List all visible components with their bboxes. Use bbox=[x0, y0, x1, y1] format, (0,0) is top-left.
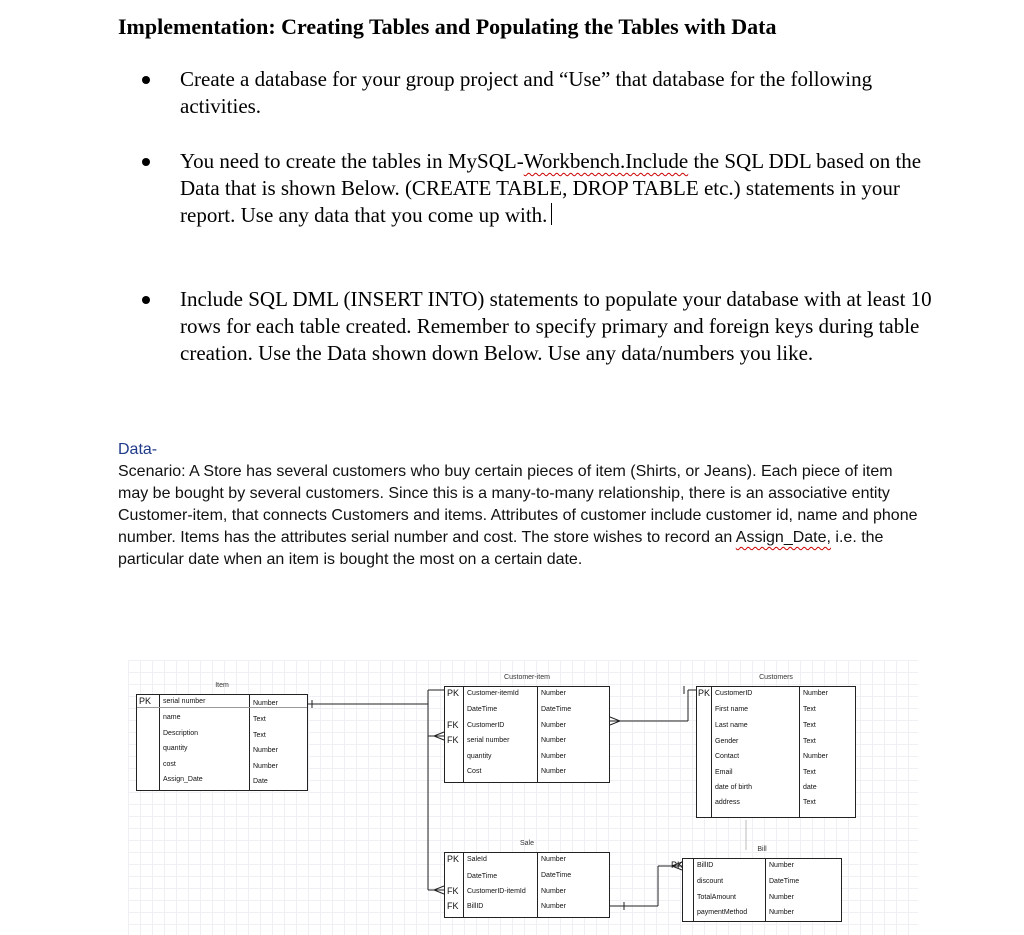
page-title: Implementation: Creating Tables and Populating the Tables with Data bbox=[118, 14, 777, 39]
field-name: Last name bbox=[715, 722, 748, 729]
bullet-dot-icon bbox=[142, 76, 150, 84]
field-name: First name bbox=[715, 706, 749, 713]
field-type: Number bbox=[541, 737, 566, 744]
field-type: Number bbox=[541, 888, 566, 895]
field-name: Customer-itemId bbox=[467, 690, 519, 697]
entity-title: Item bbox=[215, 682, 229, 689]
field-name: Description bbox=[163, 730, 199, 737]
field-type: Number bbox=[803, 753, 828, 760]
field-name: BillID bbox=[697, 862, 714, 869]
bullet-dot-icon bbox=[142, 158, 150, 166]
entity-title: Bill bbox=[757, 846, 767, 853]
entity-title: Customer-item bbox=[504, 674, 550, 681]
field-name: discount bbox=[697, 878, 724, 885]
field-type: Number bbox=[253, 700, 278, 707]
bullet-insert-rows bbox=[138, 286, 938, 367]
scenario-text-post: i.e. the particular date when an item is bought the most on a certain date. bbox=[118, 529, 884, 568]
entity-bill bbox=[671, 846, 842, 924]
spellcheck-flagged-word: Workbench.Include bbox=[523, 149, 689, 173]
field-type: DateTime bbox=[541, 872, 572, 879]
field-type: Number bbox=[803, 690, 828, 697]
foreign-key-label: FK bbox=[447, 735, 459, 745]
field-name: CustomerID bbox=[715, 690, 753, 697]
field-type: Number bbox=[253, 763, 278, 770]
field-type: Number bbox=[769, 894, 794, 901]
field-name: Cost bbox=[467, 768, 482, 775]
field-name: DateTime bbox=[467, 873, 498, 880]
field-type: Text bbox=[803, 706, 816, 713]
field-type: Number bbox=[541, 768, 566, 775]
field-name: DateTime bbox=[467, 706, 498, 713]
bullet-text-post: the SQL DDL based on the Data that is shown Below. (CREATE TABLE, DROP TABLE etc.) statements in your report. Use any data that you come up with. bbox=[180, 149, 922, 227]
foreign-key-label: FK bbox=[447, 901, 459, 911]
field-type: Text bbox=[253, 732, 266, 739]
bullet-create-tables bbox=[138, 148, 938, 229]
field-name: cost bbox=[163, 761, 176, 768]
field-type: Number bbox=[253, 747, 278, 754]
field-type: Text bbox=[803, 722, 816, 729]
field-name: Gender bbox=[715, 738, 739, 745]
field-type: Number bbox=[541, 722, 566, 729]
bullet-text-pre: You need to create the tables in MySQL- bbox=[180, 149, 524, 173]
spellcheck-flagged-word: Assign_Date, bbox=[735, 529, 831, 546]
field-type: date bbox=[803, 784, 817, 791]
field-type: Number bbox=[541, 856, 566, 863]
field-type: Text bbox=[803, 769, 816, 776]
entity-customer-item bbox=[444, 674, 610, 784]
scenario-paragraph bbox=[118, 461, 918, 571]
primary-key-label: PK bbox=[447, 854, 460, 864]
field-name: Email bbox=[715, 769, 733, 776]
scenario-text-pre: Scenario: A Store has several customers who buy certain pieces of item (Shirts, or Jeans). Each piece of item may be bought by several customers. Since this is a many-to-many relationship, there is an associative entity Customer-item, that connects Customers and items. Attributes of customer include customer id, name and phone number. Items has the attributes serial number and cost. The store wishes to record an bbox=[118, 463, 918, 546]
field-name: quantity bbox=[467, 753, 492, 760]
entity-title: Sale bbox=[519, 840, 534, 847]
field-name: SaleId bbox=[467, 856, 487, 863]
field-type: Text bbox=[253, 716, 266, 723]
field-type: Number bbox=[541, 903, 566, 910]
foreign-key-label: FK bbox=[447, 886, 459, 896]
primary-key-label: PK bbox=[671, 860, 684, 870]
field-name: TotalAmount bbox=[697, 894, 736, 901]
data-heading: Data- bbox=[118, 441, 158, 458]
field-name: Assign_Date bbox=[163, 776, 203, 783]
field-type: DateTime bbox=[769, 878, 800, 885]
field-name: quantity bbox=[163, 745, 188, 752]
field-name: CustomerID bbox=[467, 722, 505, 729]
primary-key-label: PK bbox=[447, 688, 460, 698]
bullet-text: Include SQL DML (INSERT INTO) statements to populate your database with at least 10 rows for each table created. Remember to specify primary and foreign keys during table creation. Use the Data shown down Below. Use any data/numbers you like. bbox=[180, 287, 932, 365]
bullet-dot-icon bbox=[142, 296, 150, 304]
entity-title: Customers bbox=[759, 674, 793, 681]
field-type: DateTime bbox=[541, 706, 572, 713]
field-name: serial number bbox=[467, 737, 510, 744]
field-type: Date bbox=[253, 778, 268, 785]
field-name: paymentMethod bbox=[697, 909, 748, 916]
field-type: Number bbox=[541, 690, 566, 697]
er-diagram bbox=[128, 660, 918, 935]
field-type: Text bbox=[803, 799, 816, 806]
field-name: address bbox=[715, 799, 740, 806]
primary-key-label: PK bbox=[698, 688, 711, 698]
text-cursor bbox=[551, 203, 552, 225]
field-name: CustomerID-itemId bbox=[467, 888, 526, 895]
field-name: date of birth bbox=[715, 784, 752, 791]
field-type: Number bbox=[769, 862, 794, 869]
field-name: BillID bbox=[467, 903, 484, 910]
field-type: Number bbox=[769, 909, 794, 916]
bullet-text: Create a database for your group project and “Use” that database for the following activities. bbox=[180, 67, 873, 118]
entity-item bbox=[136, 682, 308, 794]
bullet-create-database bbox=[138, 66, 938, 120]
field-name: serial number bbox=[163, 698, 206, 705]
entity-sale bbox=[444, 840, 610, 920]
field-type: Number bbox=[541, 753, 566, 760]
foreign-key-label: FK bbox=[447, 720, 459, 730]
field-name: Contact bbox=[715, 753, 740, 760]
field-type: Text bbox=[803, 738, 816, 745]
entity-customers bbox=[696, 674, 856, 820]
primary-key-label: PK bbox=[139, 696, 152, 706]
field-name: name bbox=[163, 714, 181, 721]
